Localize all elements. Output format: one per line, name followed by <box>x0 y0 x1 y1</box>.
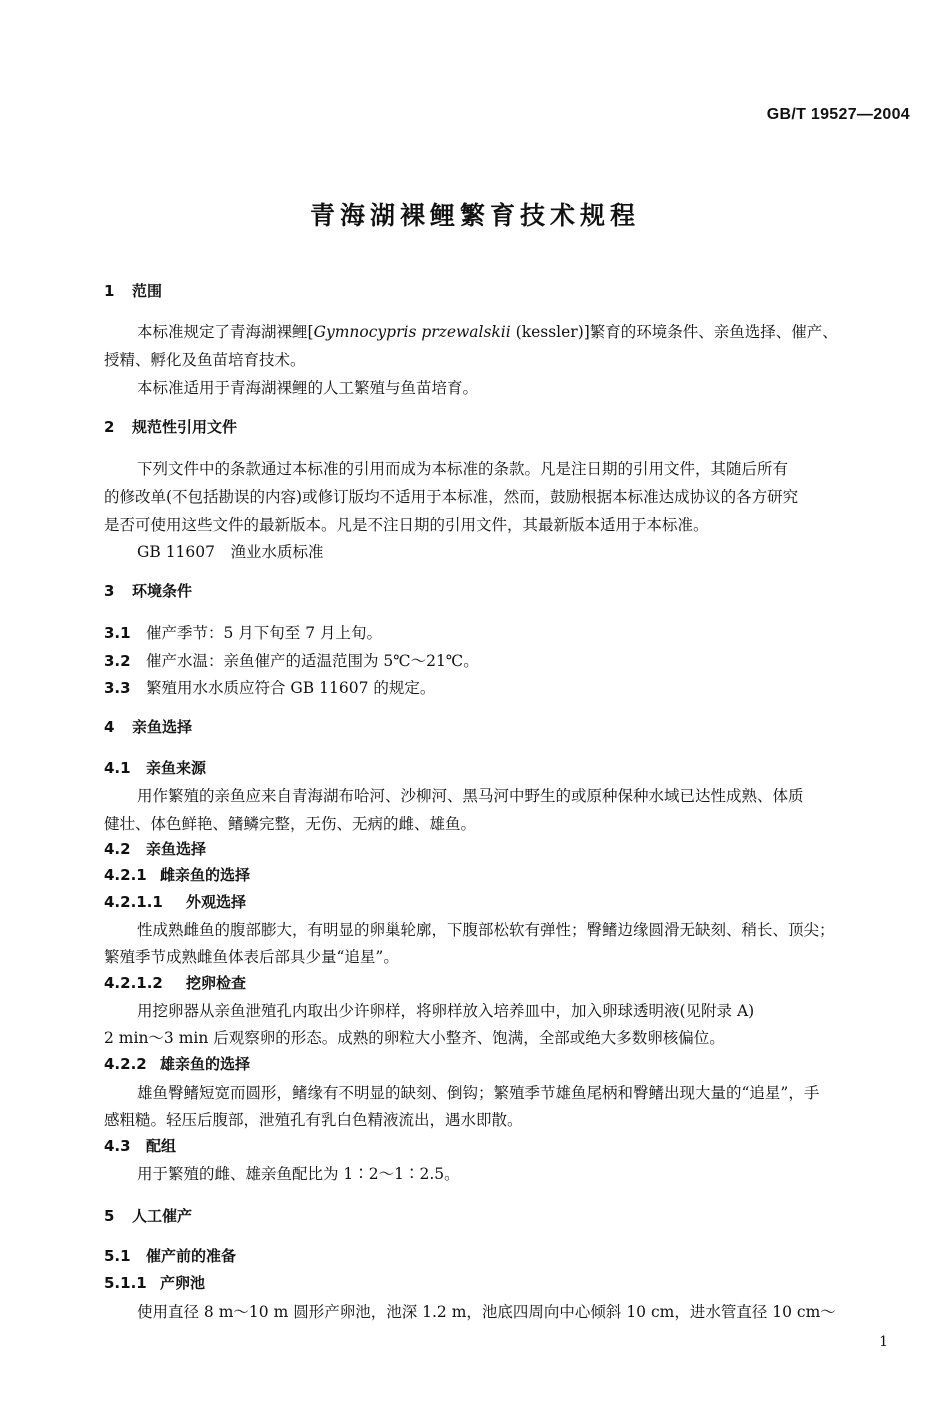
paragraph-line: 2 min～3 min 后观察卵的形态。成熟的卵粒大小整齐、饱满，全部或绝大多数卵核偏位。 <box>104 1029 725 1047</box>
clause-heading-4-3 <box>104 1135 176 1156</box>
paragraph-line: 感粗糙。轻压后腹部，泄殖孔有乳白色精液流出，遇水即散。 <box>104 1111 523 1129</box>
paragraph-line: 下列文件中的条款通过本标准的引用而成为本标准的条款。凡是注日期的引用文件，其随后所有 <box>137 460 789 478</box>
clause-heading-4-2-1-1 <box>104 891 246 912</box>
clause-number: 4.2.1 <box>104 866 147 884</box>
paragraph-line: 用作繁殖的亲鱼应来自青海湖布哈河、沙柳河、黑马河中野生的或原种保种水域已达性成熟、体质 <box>137 787 804 805</box>
page-number: 1 <box>879 1334 888 1350</box>
clause-heading-4-2 <box>104 838 206 859</box>
clause-3-1 <box>104 621 382 643</box>
section-title: 范围 <box>132 282 163 300</box>
section-number: 3 <box>104 582 115 600</box>
text-run: 本标准规定了青海湖裸鲤[ <box>137 323 314 341</box>
clause-title: 产卵池 <box>160 1274 206 1292</box>
paragraph-line: 用挖卵器从亲鱼泄殖孔内取出少许卵样，将卵样放入培养皿中，加入卵球透明液(见附录 A) <box>137 1002 755 1020</box>
section-title: 环境条件 <box>132 582 193 600</box>
paragraph-line: 是否可使用这些文件的最新版本。凡是不注日期的引用文件，其最新版本适用于本标准。 <box>104 516 709 534</box>
clause-title: 雌亲鱼的选择 <box>160 866 251 884</box>
section-number: 2 <box>104 418 115 436</box>
paragraph-line: 性成熟雌鱼的腹部膨大，有明显的卵巢轮廓，下腹部松软有弹性；臀鳍边缘圆滑无缺刻、稍长、顶尖； <box>137 921 835 939</box>
clause-3-2 <box>104 649 479 671</box>
section-heading-4 <box>104 716 192 737</box>
clause-heading-4-2-1-2 <box>104 972 246 993</box>
clause-number: 4.2.1.2 <box>104 974 163 992</box>
section-heading-3 <box>104 580 192 601</box>
clause-heading-4-1 <box>104 757 206 778</box>
paragraph-line: 授精、孵化及鱼苗培育技术。 <box>104 351 306 369</box>
text-run: (kessler)]繁育的环境条件、亲鱼选择、催产、 <box>510 323 838 341</box>
paragraph-line: 用于繁殖的雌、雄亲鱼配比为 1∶2～1∶2.5。 <box>137 1165 460 1183</box>
clause-text: 催产季节：5 月下旬至 7 月上旬。 <box>146 624 383 642</box>
paragraph-line: 健壮、体色鲜艳、鳍鳞完整，无伤、无病的雌、雄鱼。 <box>104 815 477 833</box>
clause-title: 亲鱼来源 <box>146 759 207 777</box>
section-heading-1 <box>104 280 162 301</box>
section-number: 5 <box>104 1207 115 1225</box>
clause-text: 繁殖用水水质应符合 GB 11607 的规定。 <box>146 679 436 697</box>
clause-title: 配组 <box>146 1137 177 1155</box>
clause-title: 挖卵检查 <box>186 974 247 992</box>
section-heading-2 <box>104 416 237 437</box>
paragraph-line: 本标准适用于青海湖裸鲤的人工繁殖与鱼苗培育。 <box>137 379 479 397</box>
clause-number: 5.1 <box>104 1247 131 1265</box>
paragraph-line: 使用直径 8 m～10 m 圆形产卵池，池深 1.2 m，池底四周向中心倾斜 10 cm，进水管直径 10 cm～ <box>137 1303 836 1321</box>
clause-number: 5.1.1 <box>104 1274 147 1292</box>
clause-3-3 <box>104 676 435 698</box>
section-number: 4 <box>104 718 115 736</box>
section-title: 规范性引用文件 <box>132 418 238 436</box>
clause-number: 3.3 <box>104 679 131 697</box>
clause-number: 4.2.1.1 <box>104 893 163 911</box>
section-title: 亲鱼选择 <box>132 718 193 736</box>
clause-title: 催产前的准备 <box>146 1247 237 1265</box>
clause-heading-4-2-1 <box>104 864 250 885</box>
clause-number: 4.2.2 <box>104 1055 147 1073</box>
clause-number: 4.3 <box>104 1137 131 1155</box>
clause-number: 4.1 <box>104 759 131 777</box>
document-title: 青海湖裸鲤繁育技术规程 <box>309 201 640 230</box>
section-title: 人工催产 <box>132 1207 193 1225</box>
clause-heading-4-2-2 <box>104 1053 250 1074</box>
standard-code: GB/T 19527—2004 <box>766 106 910 123</box>
clause-text: 催产水温：亲鱼催产的适温范围为 5℃～21℃。 <box>146 652 479 670</box>
species-name: Gymnocypris przewalskii <box>313 323 511 341</box>
clause-number: 3.2 <box>104 652 131 670</box>
normative-reference: GB 11607 渔业水质标准 <box>137 543 324 561</box>
paragraph-line: 繁殖季节成熟雌鱼体表后部具少量“追星”。 <box>104 948 399 966</box>
section-heading-5 <box>104 1205 192 1226</box>
paragraph-line: 的修改单(不包括勘误的内容)或修订版均不适用于本标准，然而，鼓励根据本标准达成协议的各方研究 <box>104 488 799 506</box>
clause-number: 3.1 <box>104 624 131 642</box>
clause-number: 4.2 <box>104 840 131 858</box>
clause-title: 亲鱼选择 <box>146 840 207 858</box>
section-number: 1 <box>104 282 115 300</box>
clause-heading-5-1 <box>104 1245 236 1266</box>
clause-title: 雄亲鱼的选择 <box>160 1055 251 1073</box>
paragraph-line <box>137 320 838 342</box>
clause-heading-5-1-1 <box>104 1272 205 1293</box>
paragraph-line: 雄鱼臀鳍短宽而圆形，鳍缘有不明显的缺刻、倒钩；繁殖季节雄鱼尾柄和臀鳍出现大量的“追星”，手 <box>137 1084 820 1102</box>
clause-title: 外观选择 <box>186 893 247 911</box>
